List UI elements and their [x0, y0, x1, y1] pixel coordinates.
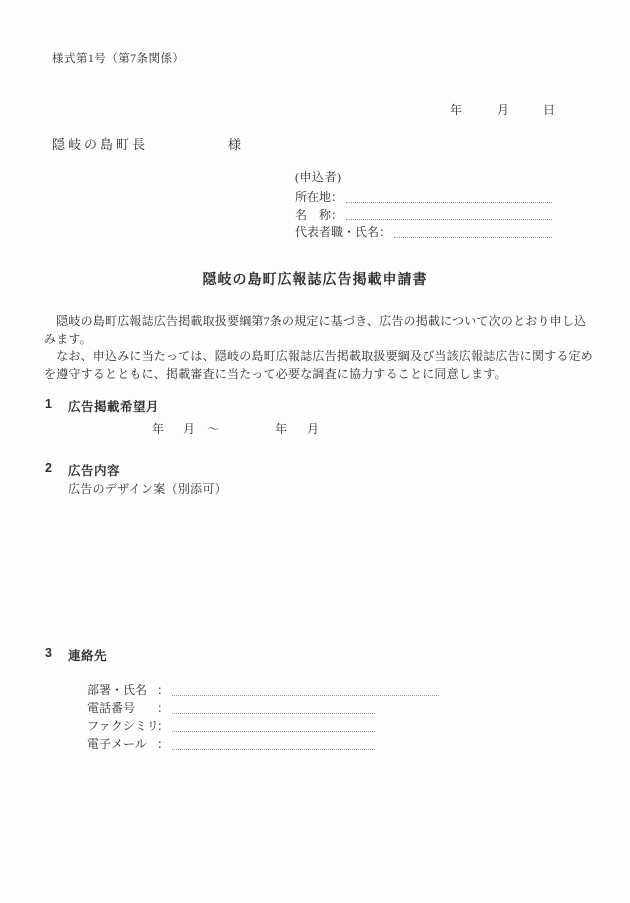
representative-colon: ：: [379, 225, 392, 239]
contact-fax-row: [87, 717, 376, 735]
representative-fill-line: [394, 237, 552, 238]
addressee-honorific: 様: [228, 137, 242, 152]
representative-label: 代表者職・氏名: [295, 225, 380, 239]
phone-label: 電話番号: [87, 701, 136, 715]
contact-department-row: [87, 681, 440, 699]
date-year-label: 年: [450, 103, 463, 117]
address-colon: ：: [331, 190, 344, 204]
name-colon: ：: [331, 207, 344, 222]
body-line: なお、申込みに当たっては、隠岐の島町広報誌広告掲載取扱要綱及び当該広報誌広告に関する定め: [44, 349, 594, 363]
applicant-name-row: [295, 206, 553, 224]
address-label: 所在地: [295, 190, 332, 204]
contact-phone-row: [87, 699, 376, 717]
body-line: を遵守するとともに、掲載審査に当たって必要な調査に協力することに同意します。: [44, 366, 507, 381]
desired-to-year-label: 年: [275, 422, 288, 436]
department-fill-line: [172, 695, 439, 696]
section2-number: 2: [45, 461, 52, 475]
page-title: 隠岐の島町広報誌広告掲載申請書: [202, 271, 428, 287]
department-name-label: 部署・氏名: [87, 683, 148, 697]
date-month-label: 月: [497, 103, 510, 117]
fax-fill-line: [172, 731, 375, 732]
contact-email-row: [87, 735, 376, 753]
department-colon: ：: [157, 683, 170, 697]
section1-heading: 広告掲載希望月: [68, 400, 160, 414]
ad-design-note: 広告のデザイン案（別添可）: [68, 482, 228, 496]
section3-heading: 連絡先: [68, 649, 108, 663]
section3-number: 3: [45, 646, 52, 660]
applicant-heading: (申込者): [295, 170, 342, 184]
phone-colon: ：: [157, 701, 170, 715]
phone-fill-line: [172, 713, 375, 714]
applicant-block: [295, 168, 553, 241]
address-fill-line: [346, 202, 552, 203]
applicant-representative-row: [295, 223, 553, 241]
section2-heading: 広告内容: [68, 464, 121, 478]
range-tilde: 〜: [207, 422, 220, 436]
desired-from-month-label: 月: [183, 422, 196, 436]
name-fill-line: [346, 219, 552, 220]
name-label: 名 称: [295, 207, 332, 222]
email-colon: ：: [157, 737, 170, 751]
body-paragraphs: [44, 313, 593, 383]
desired-to-month-label: 月: [307, 422, 320, 436]
fax-colon: ：: [157, 719, 170, 733]
addressee-name: 隠岐の島町長: [52, 137, 149, 152]
fax-label: ファクシミリ: [87, 719, 159, 733]
section1-number: 1: [45, 397, 52, 411]
email-label: 電子メール: [87, 737, 147, 751]
form-number: 様式第1号（第7条関係）: [52, 53, 185, 65]
email-fill-line: [172, 749, 375, 750]
applicant-address-row: [295, 188, 553, 206]
contact-block: [87, 681, 440, 753]
addressee-line: [52, 134, 242, 153]
body-line: みます。: [44, 331, 92, 346]
date-day-label: 日: [543, 103, 556, 117]
desired-from-year-label: 年: [152, 422, 165, 436]
body-line: 隠岐の島町広報誌広告掲載取扱要綱第7条の規定に基づき、広告の掲載について次のとおり申し込: [44, 314, 587, 328]
